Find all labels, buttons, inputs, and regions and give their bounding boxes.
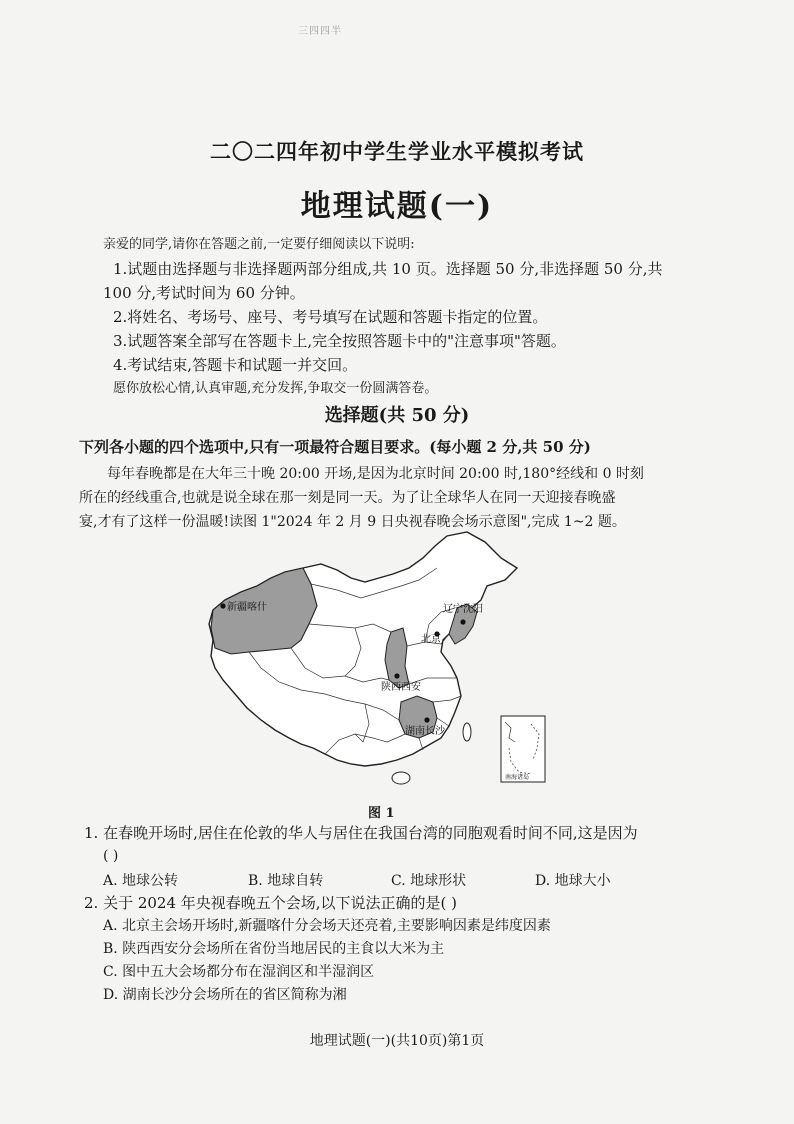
xian-marker bbox=[394, 673, 399, 678]
taiwan-island bbox=[463, 723, 471, 741]
page-footer: 地理试题(一)(共10页)第1页 bbox=[309, 1033, 485, 1049]
xinjiang-label: 新疆喀什 bbox=[227, 602, 267, 613]
note-item-2: 2.将姓名、考场号、座号、考号填写在试题和答题卡指定的位置。 bbox=[113, 308, 548, 326]
passage-line-2: 所在的经线重合,也就是说全球在那一刻是同一天。为了让全球华人在同一天迎接春晚盛 bbox=[79, 490, 616, 506]
note-item-4: 4.考试结束,答题卡和试题一并交回。 bbox=[113, 356, 358, 374]
figure-label: 图 1 bbox=[368, 806, 395, 821]
exam-title: 二〇二四年初中学生学业水平模拟考试 bbox=[210, 139, 584, 164]
question-2-stem: 2. 关于 2024 年央视春晚五个会场,以下说法正确的是( ) bbox=[84, 894, 458, 912]
instructions-block bbox=[103, 233, 673, 401]
greeting-text: 亲爱的同学,请你在答题之前,一定要仔细阅读以下说明: bbox=[103, 237, 415, 252]
south-sea-inset bbox=[501, 716, 545, 782]
hainan-island bbox=[392, 772, 410, 784]
shenyang-marker bbox=[460, 619, 465, 624]
china-map-figure bbox=[205, 528, 555, 808]
section-title: 选择题(共 50 分) bbox=[324, 405, 470, 426]
q1-option-a: A. 地球公转 bbox=[103, 873, 179, 889]
q2-option-c: C. 图中五大会场都分布在湿润区和半湿润区 bbox=[103, 964, 375, 980]
changsha-marker bbox=[424, 717, 429, 722]
note-item-3: 3.试题答案全部写在答题卡上,完全按照答题卡中的"注意事项"答题。 bbox=[113, 332, 566, 350]
question-1-blank: ( ) bbox=[103, 848, 119, 864]
inset-label: 南海诸岛 bbox=[505, 774, 530, 781]
q2-option-a: A. 北京主会场开场时,新疆喀什分会场天还亮着,主要影响因素是纬度因素 bbox=[103, 918, 551, 934]
passage-line-3: 宴,才有了这样一份温暖!读图 1"2024 年 2 月 9 日央视春晚会场示意图",完成 1~2 题。 bbox=[79, 514, 626, 530]
wish-text: 愿你放松心情,认真审题,充分发挥,争取交一份圆满答卷。 bbox=[113, 381, 438, 396]
question-1-stem: 1. 在春晚开场时,居住在伦敦的华人与居住在我国台湾的同胞观看时间不同,这是因为 bbox=[84, 824, 638, 842]
note-item-1-cont: 100 分,考试时间为 60 分钟。 bbox=[103, 284, 305, 302]
note-item-1: 1.试题由选择题与非选择题两部分组成,共 10 页。选择题 50 分,非选择题 50 分,共 bbox=[113, 260, 663, 278]
q1-option-d: D. 地球大小 bbox=[535, 873, 611, 889]
liaoning-label: 辽宁沈阳 bbox=[443, 604, 483, 615]
q2-option-b: B. 陕西西安分会场所在省份当地居民的主食以大米为主 bbox=[103, 941, 445, 957]
hunan-label: 湖南长沙 bbox=[405, 726, 445, 737]
reading-passage bbox=[79, 462, 679, 534]
beijing-label: 北京 bbox=[421, 634, 441, 645]
subject-title: 地理试题(一) bbox=[300, 189, 494, 224]
q2-option-d: D. 湖南长沙分会场所在的省区简称为湘 bbox=[103, 987, 347, 1003]
shaanxi-label: 陕西西安 bbox=[381, 682, 421, 693]
china-map bbox=[205, 528, 555, 808]
top-stamp: 三四四半 bbox=[298, 26, 342, 37]
section-instruction: 下列各小题的四个选项中,只有一项最符合题目要求。(每小题 2 分,共 50 分) bbox=[79, 438, 591, 456]
kashgar-marker bbox=[220, 603, 225, 608]
passage-line-1: 每年春晚都是在大年三十晚 20:00 开场,是因为北京时间 20:00 时,180°经线和 0 时刻 bbox=[107, 466, 644, 482]
q1-option-c: C. 地球形状 bbox=[391, 873, 467, 889]
q1-option-b: B. 地球自转 bbox=[248, 873, 324, 889]
